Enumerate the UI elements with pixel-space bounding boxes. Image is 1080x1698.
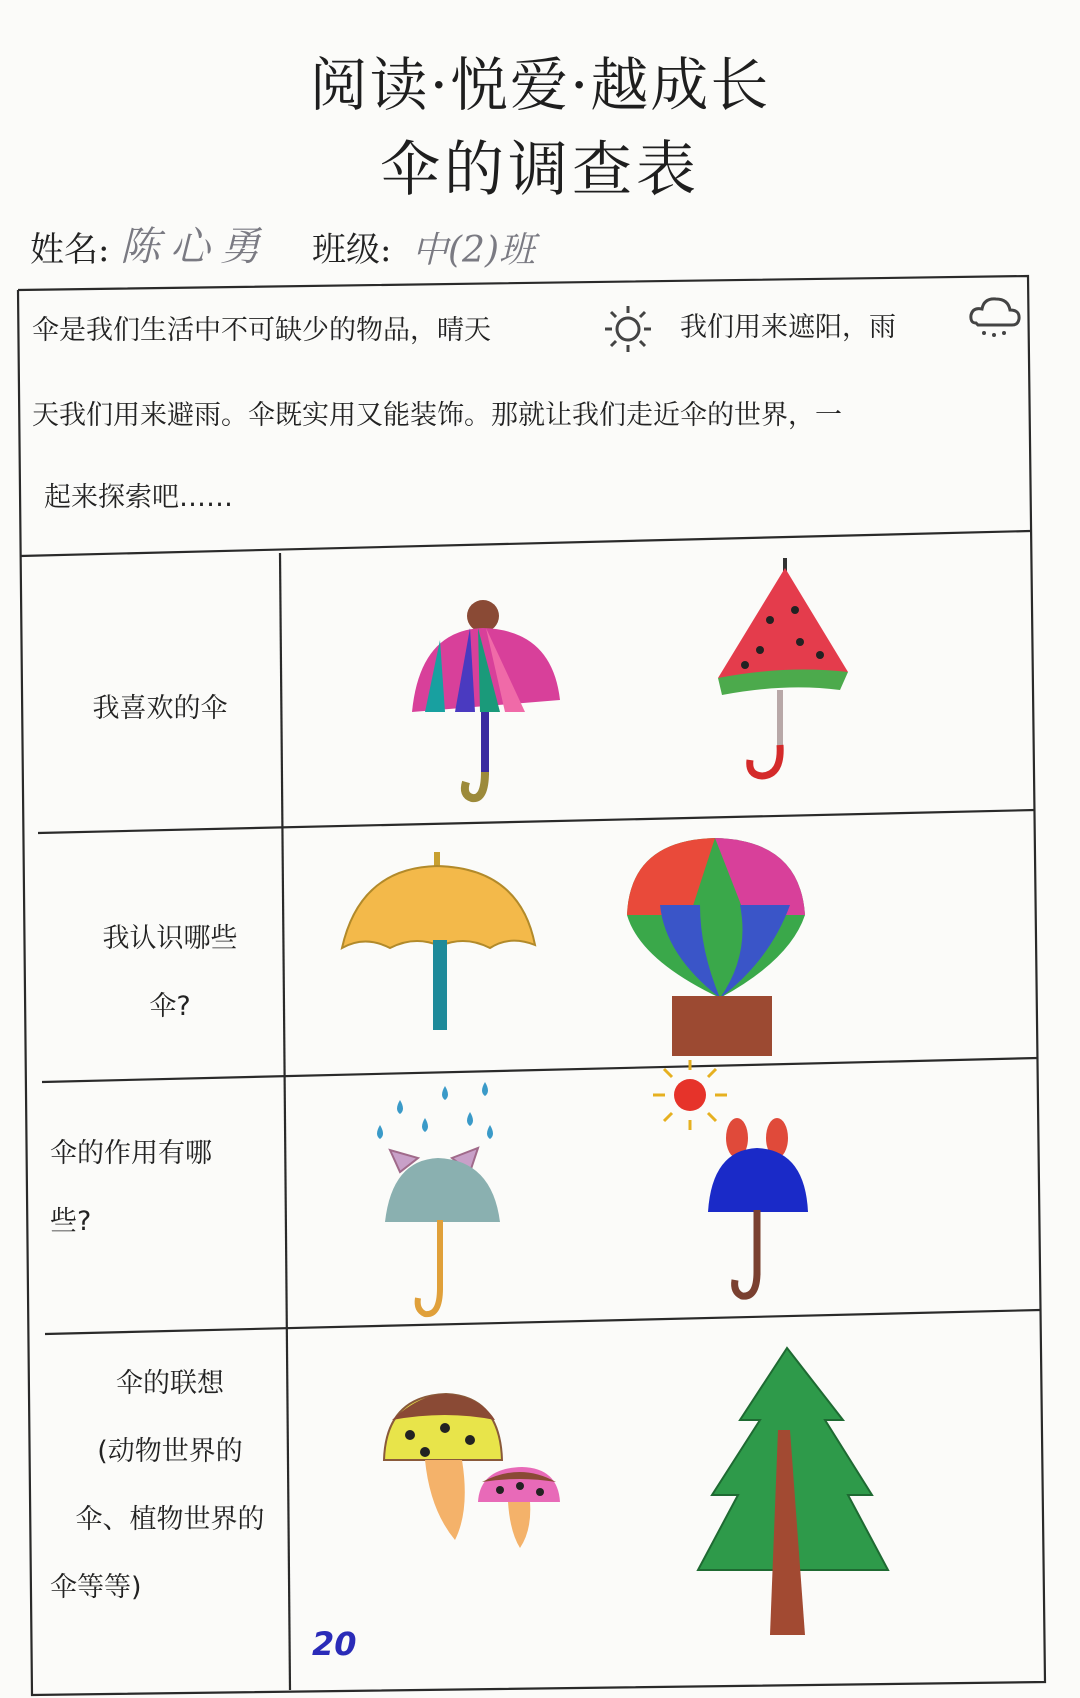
intro-line-1a: 伞是我们生活中不可缺少的物品，晴天 bbox=[32, 315, 491, 346]
watermelon-umbrella-drawing bbox=[718, 558, 848, 776]
row-label-association: 伞的联想 (动物世界的 伞、植物世界的 伞等等) bbox=[50, 1368, 265, 1603]
pine-tree-drawing bbox=[698, 1348, 888, 1635]
table-divider bbox=[20, 531, 1030, 556]
mushrooms-drawing bbox=[384, 1394, 560, 1548]
name-label: 姓名: bbox=[30, 230, 110, 270]
intro-line-1b: 我们用来遮阳，雨 bbox=[680, 312, 896, 343]
sun-umbrella-drawing bbox=[653, 1060, 808, 1296]
page-number: 20 bbox=[312, 1625, 357, 1663]
table-divider bbox=[45, 1310, 1040, 1334]
title-line-2: 伞的调查表 bbox=[380, 135, 700, 205]
row-label-favorite: 我喜欢的伞 bbox=[92, 693, 228, 724]
table-divider bbox=[42, 1058, 1038, 1082]
intro-line-3: 起来探索吧…… bbox=[44, 482, 233, 513]
name-value: 陈心勇 bbox=[120, 224, 270, 270]
row-label-uses: 伞的作用有哪 些? bbox=[50, 1138, 212, 1237]
rain-umbrella-drawing bbox=[377, 1082, 500, 1314]
hot-air-balloon-drawing bbox=[627, 838, 805, 1056]
sun-icon bbox=[602, 303, 654, 359]
intro-line-2: 天我们用来避雨。伞既实用又能装饰。那就让我们走近伞的世界，一 bbox=[32, 400, 842, 431]
class-value: 中(2)班 bbox=[412, 230, 535, 271]
row-label-known: 我认识哪些 伞? bbox=[102, 923, 238, 1022]
class-label: 班级: bbox=[312, 230, 392, 270]
yellow-parasol-drawing bbox=[342, 852, 535, 1030]
table-divider bbox=[38, 810, 1035, 833]
rainbow-umbrella-drawing bbox=[412, 600, 560, 798]
cloud-rain-icon bbox=[968, 293, 1022, 347]
title-line-1: 阅读·悦爱·越成长 bbox=[309, 51, 771, 119]
